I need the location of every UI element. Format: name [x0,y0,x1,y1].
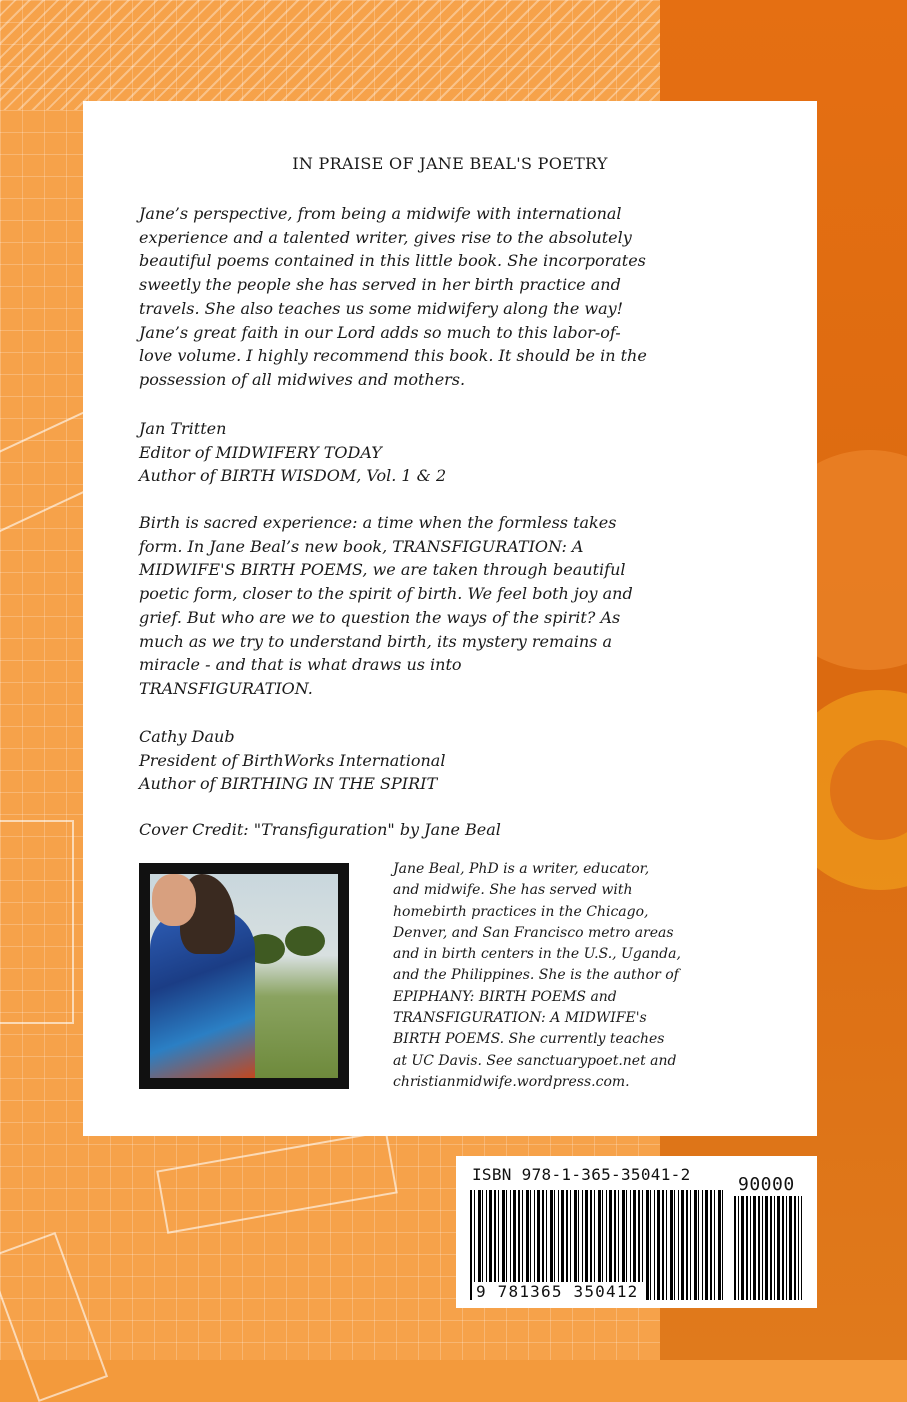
review-cathy-daub [139,511,739,701]
ean-number: 9 781365 350412 [472,1282,643,1301]
bio-line: and the Philippines. She is the author of [393,967,679,984]
cover-credit: Cover Credit: "Transfiguration" by Jane Beal [139,820,501,839]
bio-line: at UC Davis. See sanctuarypoet.net and [393,1052,677,1069]
review-line: sweetly the people she has served in her birth practice and [139,275,621,295]
review-line: much as we try to understand birth, its mystery remains a [139,631,612,651]
author-photo [139,863,349,1089]
review-line: poetic form, closer to the spirit of birth. We feel both joy and [139,584,633,604]
review-line: MIDWIFE'S BIRTH POEMS, we are taken through beautiful [139,560,626,580]
reviewer-title: Author of BIRTHING IN THE SPIRIT [139,774,438,794]
tree-shape [285,926,325,956]
review-line: experience and a talented writer, gives rise to the absolutely [139,227,632,247]
isbn-barcode [456,1156,817,1308]
author-photo-image [150,874,338,1078]
back-cover-text-panel [83,101,817,1136]
reviewer-title: Author of BIRTH WISDOM, Vol. 1 & 2 [139,466,447,486]
review-line: form. In Jane Beal’s new book, TRANSFIGURATION: A [139,536,584,556]
review-line: travels. She also teaches us some midwifery along the way! [139,298,624,318]
bio-line: and in birth centers in the U.S., Uganda, [393,946,681,963]
review-jan-tritten [139,202,739,392]
reviewer-name: Jan Tritten [139,419,227,438]
reviewer-name: Cathy Daub [139,727,235,746]
bio-line: BIRTH POEMS. She currently teaches [393,1031,665,1048]
review-line: Jane’s perspective, from being a midwife with international [139,204,622,223]
review-line: Birth is sacred experience: a time when the formless takes [139,513,617,532]
review-line: miracle - and that is what draws us into [139,655,462,675]
reviewer-title: Editor of MIDWIFERY TODAY [139,442,382,462]
bio-line: Denver, and San Francisco metro areas [393,924,674,941]
bio-line: christianmidwife.wordpress.com. [393,1073,630,1090]
isbn-label: ISBN 978-1-365-35041-2 [472,1165,691,1184]
reviewer-title: President of BirthWorks International [139,750,446,770]
review-line: beautiful poems contained in this little book. She incorporates [139,251,646,271]
price-addon-number: 90000 [738,1174,795,1195]
bio-line: and midwife. She has served with [393,882,633,899]
review-line: grief. But who are we to question the ways of the spirit? As [139,607,621,627]
review-line: possession of all midwives and mothers. [139,369,466,389]
review-line: TRANSFIGURATION. [139,678,313,698]
blueprint-sketch [0,820,74,1024]
reviewer-signature [139,417,446,488]
bio-line: TRANSFIGURATION: A MIDWIFE's [393,1010,647,1027]
review-line: Jane’s great faith in our Lord adds so much to this labor-of- [139,322,621,342]
reviewer-signature [139,725,445,796]
bio-line: EPIPHANY: BIRTH POEMS and [393,988,617,1005]
price-addon-bars [734,1196,802,1300]
praise-heading: IN PRAISE OF JANE BEAL'S POETRY [292,154,608,173]
author-bio [393,859,753,1093]
bio-line: homebirth practices in the Chicago, [393,903,649,920]
bio-line: Jane Beal, PhD is a writer, educator, [393,861,650,877]
diagonal-stripe-pattern [0,0,660,110]
author-face [152,874,196,926]
review-line: love volume. I highly recommend this book. It should be in the [139,346,647,366]
